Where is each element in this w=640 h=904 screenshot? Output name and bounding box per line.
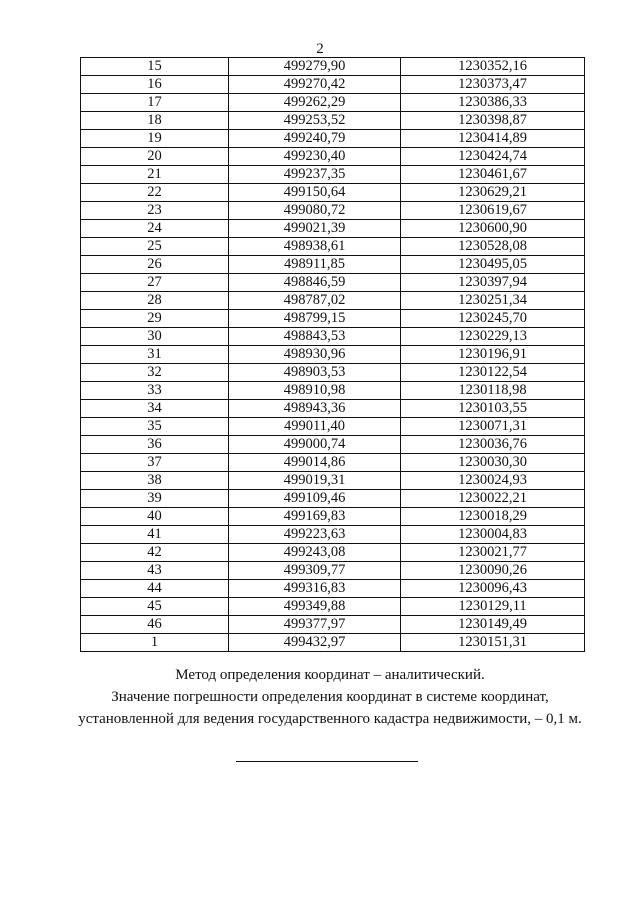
point-number-cell: 17 (81, 94, 229, 112)
x-coordinate-cell: 499150,64 (229, 184, 401, 202)
table-row (81, 634, 585, 652)
table-row (81, 418, 585, 436)
table-row (81, 508, 585, 526)
point-number-cell: 37 (81, 454, 229, 472)
point-number-cell: 41 (81, 526, 229, 544)
point-number-cell: 19 (81, 130, 229, 148)
x-coordinate-cell: 499349,88 (229, 598, 401, 616)
point-number-cell: 44 (81, 580, 229, 598)
y-coordinate-cell: 1230030,30 (401, 454, 585, 472)
table-row (81, 382, 585, 400)
table-row (81, 580, 585, 598)
point-number-cell: 43 (81, 562, 229, 580)
y-coordinate-cell: 1230229,13 (401, 328, 585, 346)
point-number-cell: 33 (81, 382, 229, 400)
x-coordinate-cell: 499279,90 (229, 58, 401, 76)
y-coordinate-cell: 1230024,93 (401, 472, 585, 490)
page-number: 2 (316, 41, 324, 57)
table-row (81, 292, 585, 310)
y-coordinate-cell: 1230352,16 (401, 58, 585, 76)
table-row (81, 562, 585, 580)
x-coordinate-cell: 499000,74 (229, 436, 401, 454)
y-coordinate-cell: 1230196,91 (401, 346, 585, 364)
method-note: Метод определения координат – аналитический. (175, 667, 485, 683)
point-number-cell: 46 (81, 616, 229, 634)
table-row (81, 472, 585, 490)
table-row (81, 238, 585, 256)
point-number-cell: 35 (81, 418, 229, 436)
table-row (81, 490, 585, 508)
point-number-cell: 15 (81, 58, 229, 76)
x-coordinate-cell: 499309,77 (229, 562, 401, 580)
x-coordinate-cell: 499169,83 (229, 508, 401, 526)
coordinates-table (80, 57, 585, 652)
point-number-cell: 1 (81, 634, 229, 652)
table-row (81, 364, 585, 382)
table-row (81, 76, 585, 94)
point-number-cell: 36 (81, 436, 229, 454)
x-coordinate-cell: 499080,72 (229, 202, 401, 220)
x-coordinate-cell: 499270,42 (229, 76, 401, 94)
x-coordinate-cell: 499021,39 (229, 220, 401, 238)
accuracy-note-line-1: Значение погрешности определения координат в системе координат, (111, 689, 549, 705)
table-row (81, 112, 585, 130)
y-coordinate-cell: 1230414,89 (401, 130, 585, 148)
y-coordinate-cell: 1230129,11 (401, 598, 585, 616)
point-number-cell: 28 (81, 292, 229, 310)
y-coordinate-cell: 1230600,90 (401, 220, 585, 238)
table-row (81, 184, 585, 202)
point-number-cell: 21 (81, 166, 229, 184)
x-coordinate-cell: 498910,98 (229, 382, 401, 400)
x-coordinate-cell: 499011,40 (229, 418, 401, 436)
y-coordinate-cell: 1230096,43 (401, 580, 585, 598)
coordinates-table-body (81, 58, 585, 652)
point-number-cell: 40 (81, 508, 229, 526)
table-row (81, 256, 585, 274)
y-coordinate-cell: 1230424,74 (401, 148, 585, 166)
x-coordinate-cell: 499243,08 (229, 544, 401, 562)
accuracy-note-line-2: установленной для ведения государственного кадастра недвижимости, – 0,1 м. (78, 711, 582, 727)
table-row (81, 166, 585, 184)
y-coordinate-cell: 1230245,70 (401, 310, 585, 328)
x-coordinate-cell: 499014,86 (229, 454, 401, 472)
table-row (81, 328, 585, 346)
point-number-cell: 23 (81, 202, 229, 220)
x-coordinate-cell: 499316,83 (229, 580, 401, 598)
point-number-cell: 31 (81, 346, 229, 364)
y-coordinate-cell: 1230495,05 (401, 256, 585, 274)
x-coordinate-cell: 499377,97 (229, 616, 401, 634)
y-coordinate-cell: 1230071,31 (401, 418, 585, 436)
table-row (81, 148, 585, 166)
table-row (81, 454, 585, 472)
y-coordinate-cell: 1230018,29 (401, 508, 585, 526)
table-row (81, 526, 585, 544)
y-coordinate-cell: 1230397,94 (401, 274, 585, 292)
point-number-cell: 42 (81, 544, 229, 562)
y-coordinate-cell: 1230619,67 (401, 202, 585, 220)
x-coordinate-cell: 498911,85 (229, 256, 401, 274)
x-coordinate-cell: 499230,40 (229, 148, 401, 166)
y-coordinate-cell: 1230528,08 (401, 238, 585, 256)
point-number-cell: 39 (81, 490, 229, 508)
closing-rule (236, 761, 418, 762)
y-coordinate-cell: 1230461,67 (401, 166, 585, 184)
point-number-cell: 25 (81, 238, 229, 256)
table-row (81, 220, 585, 238)
table-row (81, 346, 585, 364)
point-number-cell: 29 (81, 310, 229, 328)
x-coordinate-cell: 499223,63 (229, 526, 401, 544)
x-coordinate-cell: 498943,36 (229, 400, 401, 418)
point-number-cell: 34 (81, 400, 229, 418)
table-row (81, 310, 585, 328)
y-coordinate-cell: 1230629,21 (401, 184, 585, 202)
y-coordinate-cell: 1230122,54 (401, 364, 585, 382)
table-row (81, 274, 585, 292)
point-number-cell: 38 (81, 472, 229, 490)
point-number-cell: 20 (81, 148, 229, 166)
x-coordinate-cell: 498799,15 (229, 310, 401, 328)
x-coordinate-cell: 499019,31 (229, 472, 401, 490)
x-coordinate-cell: 499253,52 (229, 112, 401, 130)
y-coordinate-cell: 1230251,34 (401, 292, 585, 310)
table-row (81, 94, 585, 112)
x-coordinate-cell: 498787,02 (229, 292, 401, 310)
y-coordinate-cell: 1230036,76 (401, 436, 585, 454)
point-number-cell: 30 (81, 328, 229, 346)
x-coordinate-cell: 499262,29 (229, 94, 401, 112)
x-coordinate-cell: 498846,59 (229, 274, 401, 292)
y-coordinate-cell: 1230103,55 (401, 400, 585, 418)
y-coordinate-cell: 1230398,87 (401, 112, 585, 130)
point-number-cell: 18 (81, 112, 229, 130)
y-coordinate-cell: 1230090,26 (401, 562, 585, 580)
y-coordinate-cell: 1230151,31 (401, 634, 585, 652)
point-number-cell: 26 (81, 256, 229, 274)
x-coordinate-cell: 499432,97 (229, 634, 401, 652)
y-coordinate-cell: 1230004,83 (401, 526, 585, 544)
x-coordinate-cell: 498843,53 (229, 328, 401, 346)
x-coordinate-cell: 499109,46 (229, 490, 401, 508)
y-coordinate-cell: 1230373,47 (401, 76, 585, 94)
table-row (81, 598, 585, 616)
table-row (81, 202, 585, 220)
x-coordinate-cell: 498903,53 (229, 364, 401, 382)
x-coordinate-cell: 499237,35 (229, 166, 401, 184)
point-number-cell: 45 (81, 598, 229, 616)
table-row (81, 616, 585, 634)
point-number-cell: 27 (81, 274, 229, 292)
y-coordinate-cell: 1230021,77 (401, 544, 585, 562)
y-coordinate-cell: 1230386,33 (401, 94, 585, 112)
point-number-cell: 16 (81, 76, 229, 94)
x-coordinate-cell: 498930,96 (229, 346, 401, 364)
point-number-cell: 22 (81, 184, 229, 202)
table-row (81, 544, 585, 562)
y-coordinate-cell: 1230118,98 (401, 382, 585, 400)
notes-block (40, 664, 620, 730)
table-row (81, 130, 585, 148)
table-row (81, 400, 585, 418)
x-coordinate-cell: 498938,61 (229, 238, 401, 256)
x-coordinate-cell: 499240,79 (229, 130, 401, 148)
table-row (81, 58, 585, 76)
y-coordinate-cell: 1230149,49 (401, 616, 585, 634)
table-row (81, 436, 585, 454)
y-coordinate-cell: 1230022,21 (401, 490, 585, 508)
point-number-cell: 24 (81, 220, 229, 238)
point-number-cell: 32 (81, 364, 229, 382)
